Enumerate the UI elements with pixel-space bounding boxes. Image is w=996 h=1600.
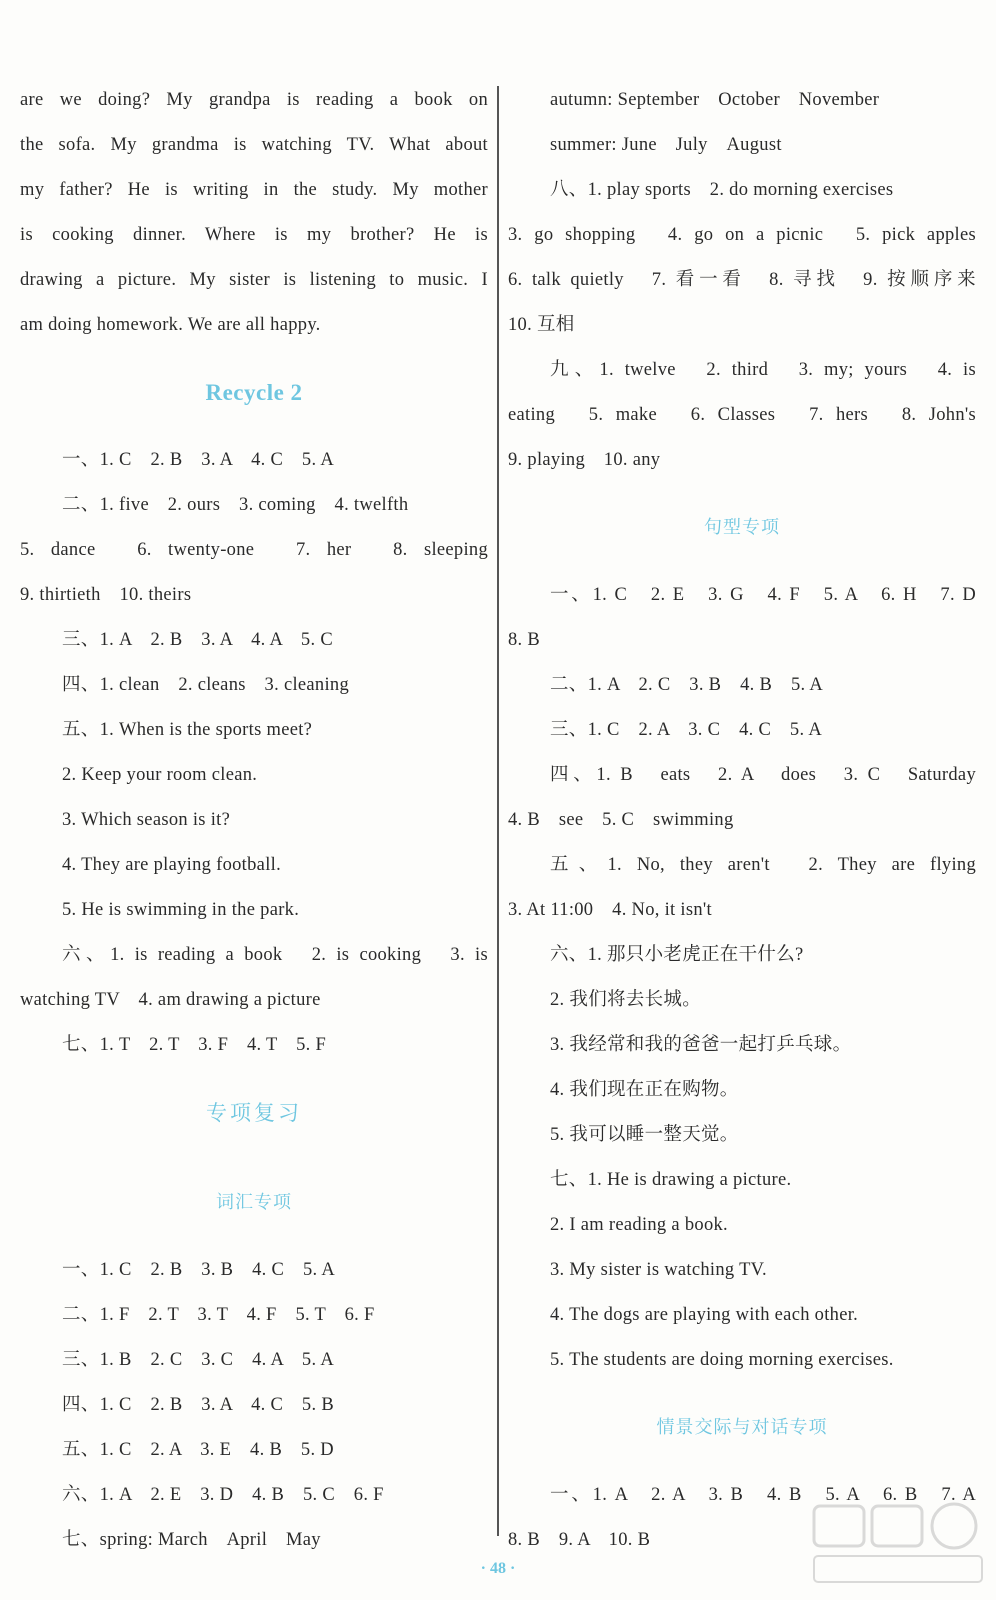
answer-line: 2. 我们将去长城。 bbox=[550, 990, 702, 1010]
answer-line: 4. They are playing football. bbox=[62, 855, 281, 875]
answer-line: 一、1. C 2. B 3. B 4. C 5. A bbox=[62, 1260, 335, 1280]
answer-line: 5. 我可以睡一整天觉。 bbox=[550, 1125, 739, 1145]
answer-line: drawing a picture. My sister is listening to music. I bbox=[20, 270, 488, 290]
answer-line: 8. B bbox=[508, 630, 541, 650]
page-number: · 48 · bbox=[480, 1560, 516, 1577]
answer-line: my father? He is writing in the study. My mother bbox=[20, 180, 488, 200]
answer-line: 五、1. No, they aren't 2. They are flying bbox=[550, 855, 976, 875]
answer-line: 5. dance 6. twenty-one 7. her 8. sleeping bbox=[20, 540, 488, 560]
answer-line: 五、1. C 2. A 3. E 4. B 5. D bbox=[62, 1440, 334, 1460]
column-divider bbox=[497, 86, 499, 1536]
answer-line: 4. B see 5. C swimming bbox=[508, 810, 734, 830]
answer-line: 4. The dogs are playing with each other. bbox=[550, 1305, 859, 1325]
answer-line: autumn: September October November bbox=[550, 90, 880, 110]
answer-line: 六、1. 那只小老虎正在干什么? bbox=[550, 945, 804, 965]
answer-line: 9. playing 10. any bbox=[508, 450, 661, 470]
answer-line: am doing homework. We are all happy. bbox=[20, 315, 321, 335]
answer-line: 6. talk quietly 7. 看一看 8. 寻找 9. 按顺序来 bbox=[508, 270, 976, 290]
answer-line: 10. 互相 bbox=[508, 315, 575, 335]
answer-line: is cooking dinner. Where is my brother? He is bbox=[20, 225, 488, 245]
answer-line: 3. At 11:00 4. No, it isn't bbox=[508, 900, 712, 920]
answer-line: 八、1. play sports 2. do morning exercises bbox=[550, 180, 894, 200]
watermark-logo-icon bbox=[808, 1498, 988, 1588]
answer-line: 二、1. five 2. ours 3. coming 4. twelfth bbox=[62, 495, 409, 515]
answer-line: 四、1. C 2. B 3. A 4. C 5. B bbox=[62, 1395, 334, 1415]
answer-line: 2. Keep your room clean. bbox=[62, 765, 258, 785]
answer-line: eating 5. make 6. Classes 7. hers 8. John's bbox=[508, 405, 976, 425]
answer-line: 3. My sister is watching TV. bbox=[550, 1260, 767, 1280]
answer-line: 9. thirtieth 10. theirs bbox=[20, 585, 192, 605]
answer-line: 一、1. C 2. E 3. G 4. F 5. A 6. H 7. D bbox=[550, 585, 976, 605]
answer-line: 3. go shopping 4. go on a picnic 5. pick apples bbox=[508, 225, 976, 245]
answer-line: 四、1. B eats 2. A does 3. C Saturday bbox=[550, 765, 976, 785]
answer-line: 2. I am reading a book. bbox=[550, 1215, 728, 1235]
section-heading: Recycle 2 bbox=[205, 380, 303, 405]
answer-line: 六、1. is reading a book 2. is cooking 3. is bbox=[62, 945, 488, 965]
answer-line: 六、1. A 2. E 3. D 4. B 5. C 6. F bbox=[62, 1485, 384, 1505]
answer-line: 3. Which season is it? bbox=[62, 810, 231, 830]
section-heading: 专项复习 bbox=[206, 1101, 302, 1125]
answer-line: 二、1. F 2. T 3. T 4. F 5. T 6. F bbox=[62, 1305, 375, 1325]
answer-line: 5. He is swimming in the park. bbox=[62, 900, 300, 920]
right-column bbox=[508, 78, 976, 1563]
subsection-heading: 情景交际与对话专项 bbox=[656, 1417, 828, 1438]
left-column bbox=[20, 78, 488, 1563]
answer-line: 二、1. A 2. C 3. B 4. B 5. A bbox=[550, 675, 823, 695]
answer-line: 4. 我们现在正在购物。 bbox=[550, 1080, 739, 1100]
answer-line: 一、1. C 2. B 3. A 4. C 5. A bbox=[62, 450, 334, 470]
answer-line: 三、1. C 2. A 3. C 4. C 5. A bbox=[550, 720, 822, 740]
answer-line: 三、1. B 2. C 3. C 4. A 5. A bbox=[62, 1350, 334, 1370]
answer-line: 四、1. clean 2. cleans 3. cleaning bbox=[62, 675, 350, 695]
subsection-heading: 句型专项 bbox=[704, 517, 780, 538]
answer-line: 七、spring: March April May bbox=[62, 1530, 321, 1550]
answer-line: 一、1. A 2. A 3. B 4. B 5. A 6. B 7. A bbox=[550, 1485, 976, 1505]
answer-line: 三、1. A 2. B 3. A 4. A 5. C bbox=[62, 630, 333, 650]
answer-line: watching TV 4. am drawing a picture bbox=[20, 990, 321, 1010]
answer-line: 五、1. When is the sports meet? bbox=[62, 720, 313, 740]
answer-line: summer: June July August bbox=[550, 135, 782, 155]
answer-line: 3. 我经常和我的爸爸一起打乒乓球。 bbox=[550, 1035, 852, 1055]
subsection-heading: 词汇专项 bbox=[216, 1192, 292, 1213]
answer-line: the sofa. My grandma is watching TV. What about bbox=[20, 135, 488, 155]
answer-line: are we doing? My grandpa is reading a book on bbox=[20, 90, 488, 110]
answer-line: 七、1. He is drawing a picture. bbox=[550, 1170, 792, 1190]
answer-line: 七、1. T 2. T 3. F 4. T 5. F bbox=[62, 1035, 327, 1055]
answer-line: 8. B 9. A 10. B bbox=[508, 1530, 651, 1550]
answer-line: 5. The students are doing morning exercises. bbox=[550, 1350, 894, 1370]
answer-line: 九、1. twelve 2. third 3. my; yours 4. is bbox=[550, 360, 976, 380]
